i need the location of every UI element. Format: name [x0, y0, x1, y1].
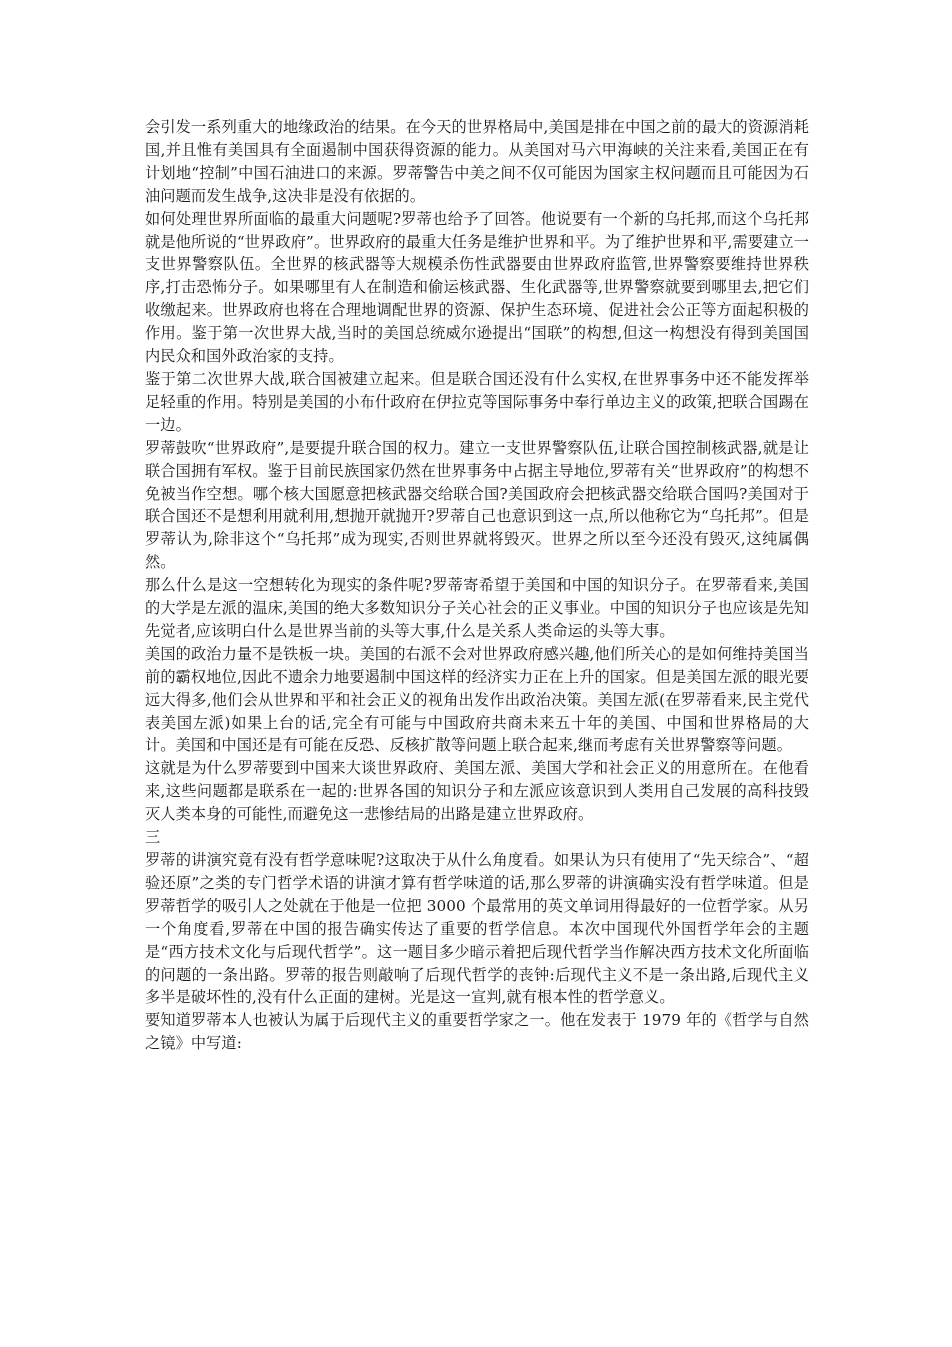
paragraph-8: 罗蒂的讲演究竟有没有哲学意味呢?这取决于从什么角度看。如果认为只有使用了“先天综合”、“超验还原”之类的专门哲学术语的讲演才算有哲学味道的话,那么罗蒂的讲演确实没有哲学味道。但是罗蒂哲学的吸引人之处就在于他是一位把 3000 个最常用的英文单词用得最好的一位哲学家。从另一个角度看,罗蒂在中国的报告确实传达了重要的哲学信息。本次中国现代外国哲学年会的主题是“西方技术文化与后现代哲学”。这一题目多少暗示着把后现代哲学当作解决西方技术文化所面临的问题的一条出路。罗蒂的报告则敲响了后现代哲学的丧钟:后现代主义不是一条出路,后现代主义多半是破坏性的,没有什么正面的建树。光是这一宣判,就有根本性的哲学意义。 [145, 851, 809, 1007]
section-heading-3: 三 [145, 828, 161, 847]
paragraph-2: 如何处理世界所面临的最重大问题呢?罗蒂也给予了回答。他说要有一个新的乌托邦,而这个乌托邦就是他所说的“世界政府”。世界政府的最重大任务是维护世界和平。为了维护世界和平,需要建立一支世界警察队伍。全世界的核武器等大规模杀伤性武器要由世界政府监管,世界警察要维持世界秩序,打击恐怖分子。如果哪里有人在制造和偷运核武器、生化武器等,世界警察就要到哪里去,把它们收缴起来。世界政府也将在合理地调配世界的资源、保护生态环境、促进社会公正等方面起积极的作用。鉴于第一次世界大战,当时的美国总统威尔逊提出“国联”的构想,但这一构想没有得到美国国内民众和国外政治家的支持。 [145, 209, 809, 366]
body-text [145, 116, 809, 1055]
paragraph-3: 鉴于第二次世界大战,联合国被建立起来。但是联合国还没有什么实权,在世界事务中还不能发挥举足轻重的作用。特别是美国的小布什政府在伊拉克等国际事务中奉行单边主义的政策,把联合国踢在一边。 [145, 369, 809, 434]
paragraph-7: 这就是为什么罗蒂要到中国来大谈世界政府、美国左派、美国大学和社会正义的用意所在。在他看来,这些问题都是联系在一起的:世界各国的知识分子和左派应该意识到人类用自己发展的高科技毁灭人类本身的可能性,而避免这一悲惨结局的出路是建立世界政府。 [145, 759, 809, 824]
paragraph-1: 会引发一系列重大的地缘政治的结果。在今天的世界格局中,美国是排在中国之前的最大的资源消耗国,并且惟有美国具有全面遏制中国获得资源的能力。从美国对马六甲海峡的关注来看,美国正在有计划地“控制”中国石油进口的来源。罗蒂警告中美之间不仅可能因为国家主权问题而且可能因为石油问题而发生战争,这决非是没有依据的。 [145, 118, 809, 205]
paragraph-6: 美国的政治力量不是铁板一块。美国的右派不会对世界政府感兴趣,他们所关心的是如何维持美国当前的霸权地位,因此不遗余力地要遏制中国这样的经济实力正在上升的国家。但是美国左派的眼光要远大得多,他们会从世界和平和社会正义的视角出发作出政治决策。美国左派(在罗蒂看来,民主党代表美国左派)如果上台的话,完全有可能与中国政府共商未来五十年的美国、中国和世界格局的大计。美国和中国还是有可能在反恐、反核扩散等问题上联合起来,继而考虑有关世界警察等问题。 [145, 644, 809, 755]
paragraph-9: 要知道罗蒂本人也被认为属于后现代主义的重要哲学家之一。他在发表于 1979 年的《哲学与自然之镜》中写道: [145, 1011, 809, 1053]
paragraph-4: 罗蒂鼓吹“世界政府”,是要提升联合国的权力。建立一支世界警察队伍,让联合国控制核武器,就是让联合国拥有军权。鉴于目前民族国家仍然在世界事务中占据主导地位,罗蒂有关“世界政府”的构想不免被当作空想。哪个核大国愿意把核武器交给联合国?美国政府会把核武器交给联合国吗?美国对于联合国还不是想利用就利用,想抛开就抛开?罗蒂自己也意识到这一点,所以他称它为“乌托邦”。但是罗蒂认为,除非这个“乌托邦”成为现实,否则世界就将毁灭。世界之所以至今还没有毁灭,这纯属偶然。 [145, 438, 809, 572]
paragraph-5: 那么什么是这一空想转化为现实的条件呢?罗蒂寄希望于美国和中国的知识分子。在罗蒂看来,美国的大学是左派的温床,美国的绝大多数知识分子关心社会的正义事业。中国的知识分子也应该是先知先觉者,应该明白什么是世界当前的头等大事,什么是关系人类命运的头等大事。 [145, 576, 809, 640]
